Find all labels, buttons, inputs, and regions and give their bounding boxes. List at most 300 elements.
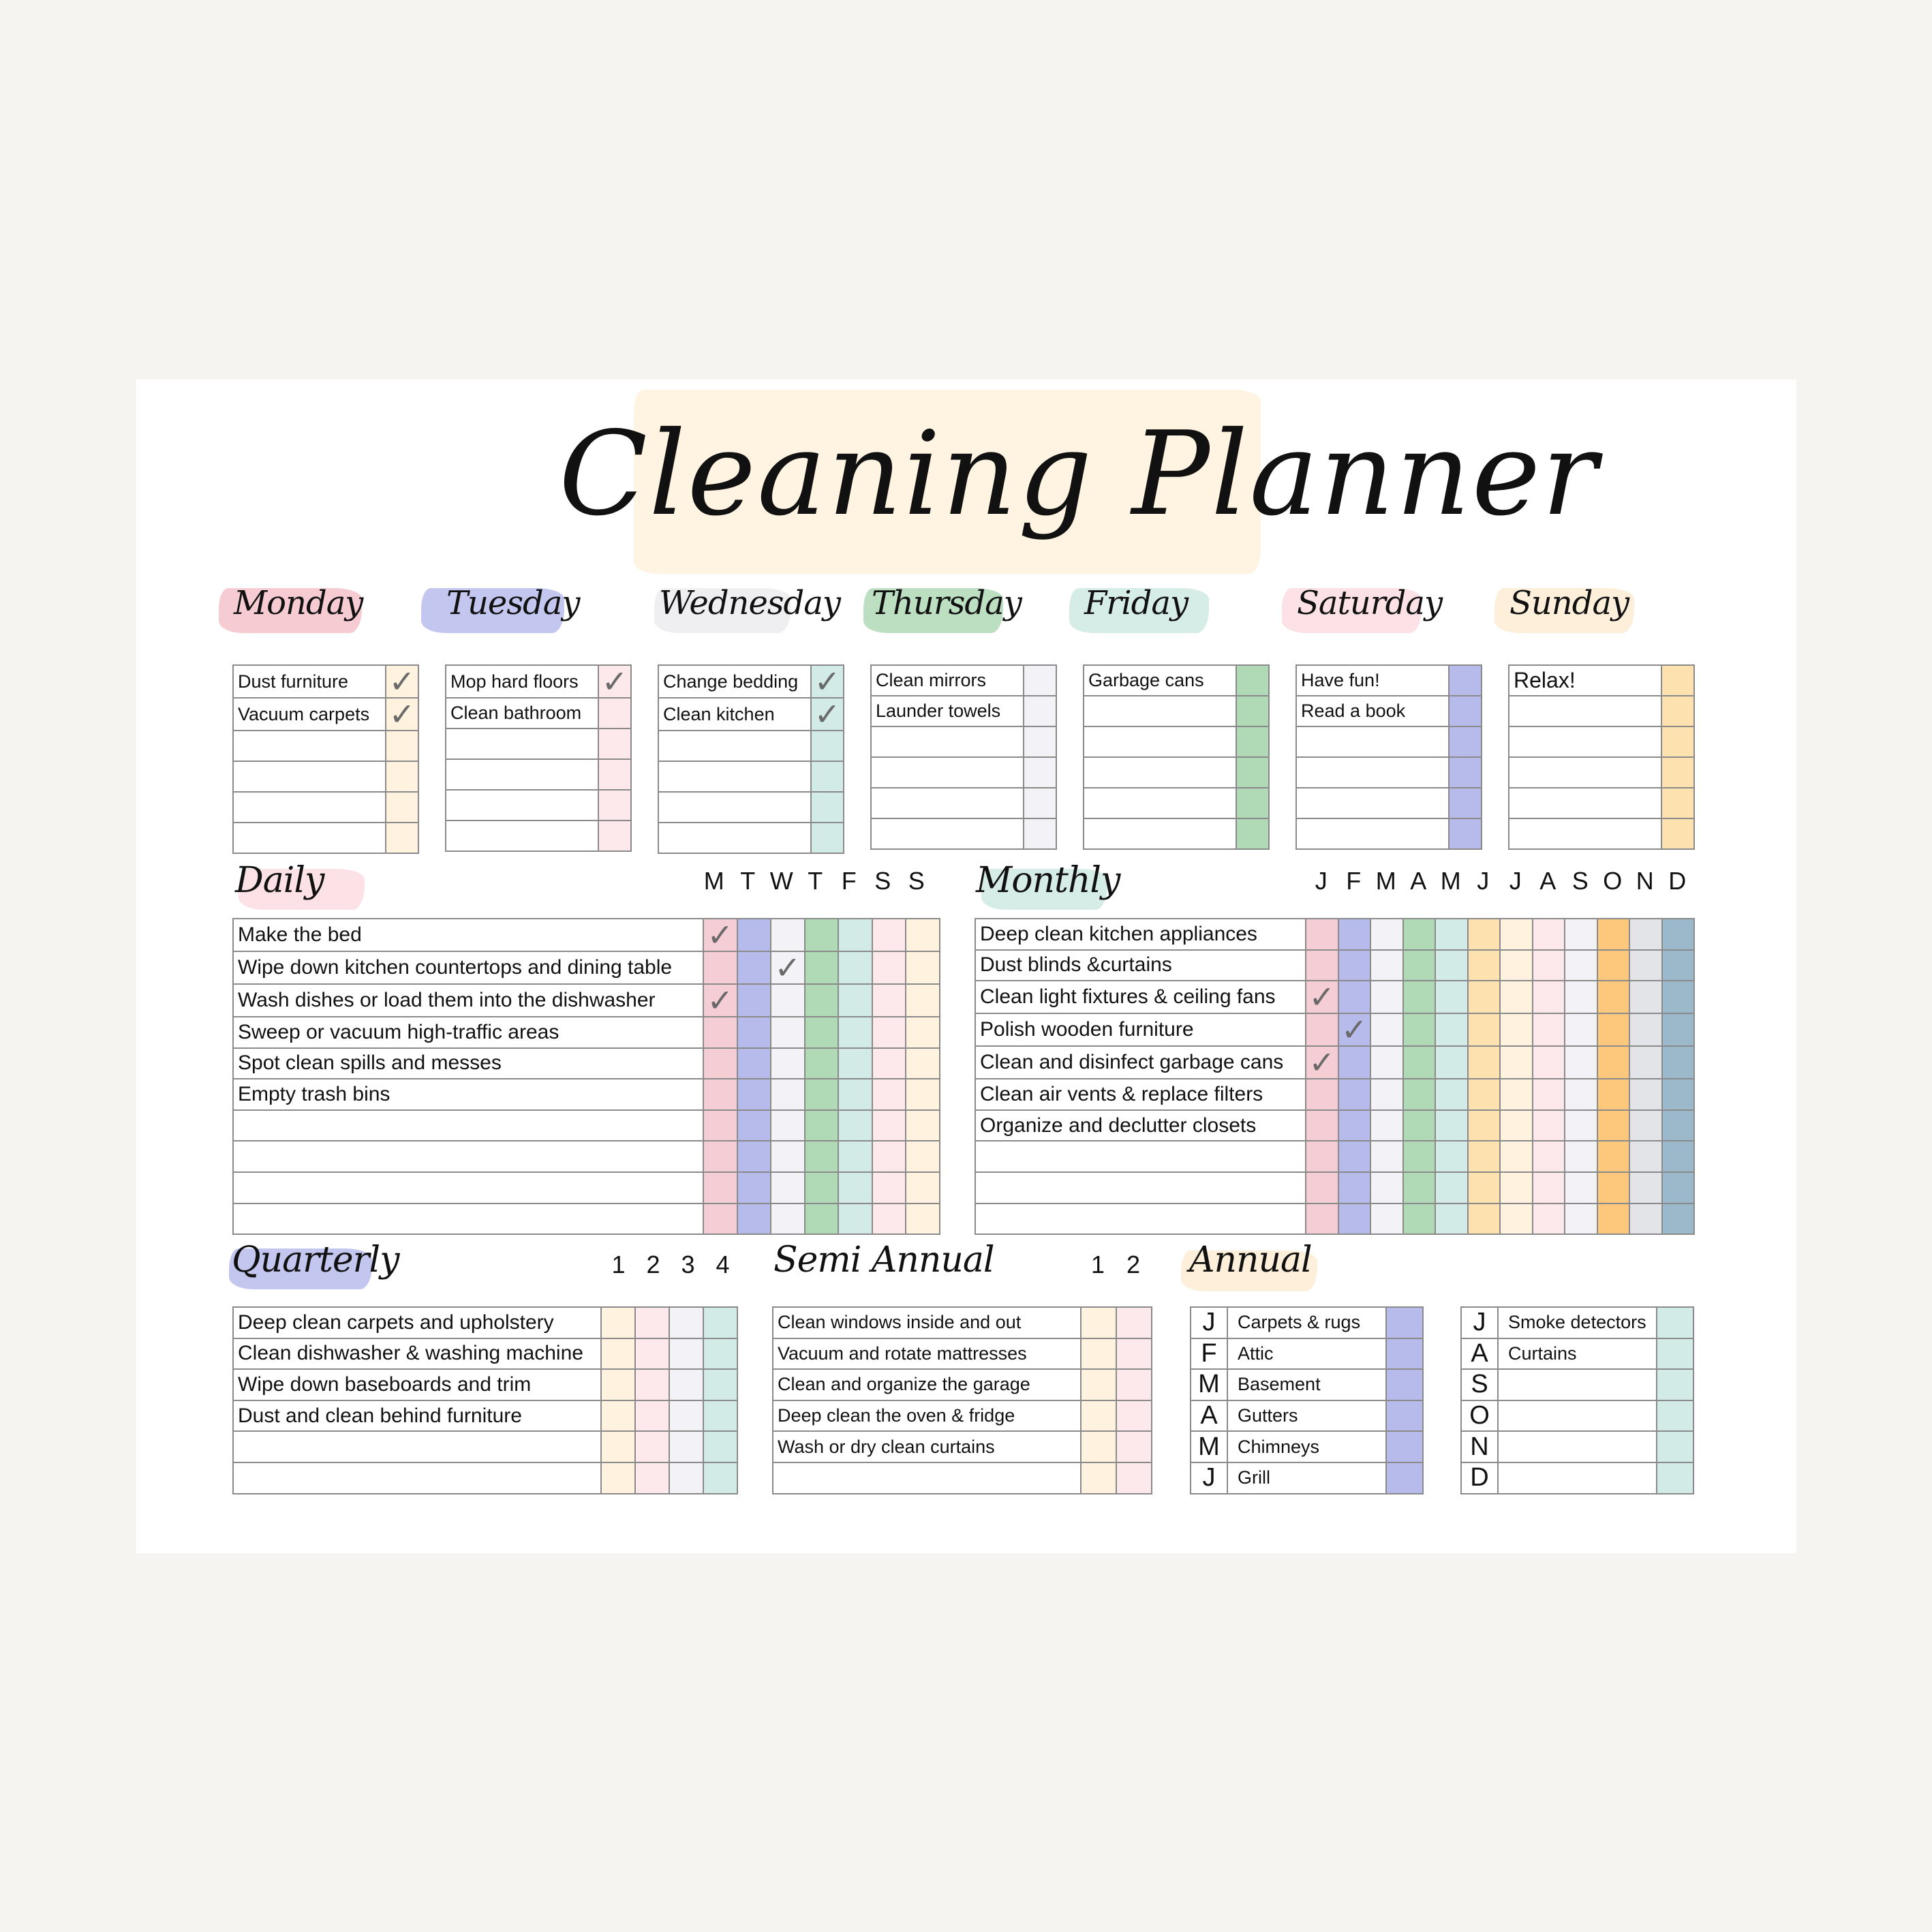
daily-checkbox[interactable] — [906, 1017, 940, 1048]
monthly-checkbox[interactable] — [1533, 1110, 1565, 1141]
monthly-checkbox[interactable] — [1565, 919, 1597, 950]
monthly-checkbox[interactable] — [1435, 1203, 1468, 1235]
daily-checkbox[interactable] — [771, 1079, 805, 1110]
weekday-checkbox[interactable] — [1449, 665, 1482, 696]
monthly-checkbox[interactable] — [1435, 1013, 1468, 1046]
monthly-checkbox[interactable] — [1370, 1013, 1403, 1046]
monthly-checkbox[interactable] — [1468, 919, 1501, 950]
weekday-checkbox[interactable] — [811, 761, 844, 792]
monthly-checkbox[interactable] — [1370, 950, 1403, 981]
monthly-checkbox[interactable] — [1370, 1079, 1403, 1110]
monthly-checkbox[interactable] — [1403, 1079, 1436, 1110]
weekday-checkbox[interactable] — [598, 790, 631, 821]
quarterly-checkbox[interactable] — [669, 1369, 703, 1400]
daily-checkbox[interactable] — [906, 1079, 940, 1110]
daily-checkbox[interactable] — [805, 951, 839, 984]
weekday-checkbox[interactable] — [598, 698, 631, 729]
daily-checkbox[interactable] — [703, 1203, 737, 1235]
daily-checkbox[interactable] — [805, 1048, 839, 1079]
monthly-checkbox[interactable] — [1403, 950, 1436, 981]
daily-checkbox[interactable] — [737, 951, 771, 984]
monthly-checkbox[interactable] — [1403, 919, 1436, 950]
monthly-checkbox[interactable] — [1533, 1172, 1565, 1203]
monthly-checkbox[interactable] — [1370, 1172, 1403, 1203]
monthly-checkbox[interactable] — [1370, 981, 1403, 1013]
daily-checkbox[interactable] — [872, 1203, 906, 1235]
monthly-checkbox[interactable] — [1306, 1110, 1338, 1141]
monthly-checkbox[interactable] — [1403, 1013, 1436, 1046]
semi-annual-checkbox[interactable] — [1116, 1462, 1152, 1494]
semi-annual-checkbox[interactable] — [1116, 1307, 1152, 1338]
monthly-checkbox[interactable] — [1306, 1013, 1338, 1046]
monthly-checkbox[interactable] — [1597, 981, 1630, 1013]
daily-checkbox[interactable] — [771, 1110, 805, 1141]
daily-checkbox[interactable] — [872, 1048, 906, 1079]
daily-checkbox[interactable] — [737, 1017, 771, 1048]
monthly-task-row — [975, 950, 1694, 981]
monthly-checkbox[interactable] — [1533, 981, 1565, 1013]
monthly-checkbox[interactable] — [1435, 919, 1468, 950]
daily-checkbox[interactable] — [703, 951, 737, 984]
monthly-checkbox[interactable] — [1338, 1013, 1371, 1046]
weekday-task-text: Relax! — [1509, 665, 1661, 696]
monthly-checkbox[interactable] — [1370, 1203, 1403, 1235]
monthly-checkbox[interactable] — [1565, 950, 1597, 981]
monthly-checkbox[interactable] — [1597, 919, 1630, 950]
daily-checkbox[interactable] — [872, 1110, 906, 1141]
weekday-checkbox[interactable] — [598, 729, 631, 759]
weekday-checkbox[interactable] — [811, 665, 844, 698]
monthly-checkbox[interactable] — [1500, 1079, 1533, 1110]
daily-checkbox[interactable] — [703, 1141, 737, 1172]
annual-checkbox[interactable] — [1386, 1307, 1423, 1338]
daily-checkbox[interactable] — [906, 1172, 940, 1203]
semi-annual-checkbox[interactable] — [1081, 1369, 1116, 1400]
weekday-checkbox[interactable] — [386, 823, 418, 853]
monthly-checkbox[interactable] — [1629, 981, 1662, 1013]
monthly-checkbox[interactable] — [1500, 1046, 1533, 1079]
monthly-checkbox[interactable] — [1435, 1110, 1468, 1141]
daily-checkbox[interactable] — [737, 1079, 771, 1110]
monthly-checkbox[interactable] — [1565, 1079, 1597, 1110]
daily-checkbox[interactable] — [771, 1048, 805, 1079]
monthly-checkbox[interactable] — [1338, 1141, 1371, 1172]
monthly-checkbox[interactable] — [1370, 1046, 1403, 1079]
weekday-checkbox[interactable] — [1449, 726, 1482, 757]
quarterly-checkbox[interactable] — [703, 1400, 737, 1432]
annual-checkbox[interactable] — [1386, 1369, 1423, 1400]
annual-checkbox[interactable] — [1657, 1431, 1693, 1462]
monthly-checkbox[interactable] — [1565, 1013, 1597, 1046]
daily-checkbox[interactable] — [872, 1017, 906, 1048]
monthly-checkbox[interactable] — [1468, 950, 1501, 981]
daily-checkbox[interactable] — [703, 1079, 737, 1110]
weekday-checkbox[interactable] — [811, 731, 844, 761]
quarterly-checkbox[interactable] — [635, 1338, 669, 1370]
weekday-checkbox[interactable] — [1449, 757, 1482, 788]
weekday-checkbox[interactable] — [386, 731, 418, 761]
daily-checkbox[interactable] — [805, 984, 839, 1017]
weekday-checkbox[interactable] — [1449, 788, 1482, 818]
weekday-checkbox[interactable] — [1024, 788, 1056, 818]
weekday-task-row — [871, 818, 1056, 849]
annual-task-text: Grill — [1227, 1462, 1386, 1494]
monthly-checkbox[interactable] — [1629, 1203, 1662, 1235]
monthly-checkbox[interactable] — [1306, 919, 1338, 950]
monthly-checkbox[interactable] — [1662, 1141, 1695, 1172]
monthly-checkbox[interactable] — [1435, 981, 1468, 1013]
monthly-checkbox[interactable] — [1468, 1110, 1501, 1141]
weekday-checkbox[interactable] — [1024, 696, 1056, 726]
quarterly-checkbox[interactable] — [703, 1338, 737, 1370]
monthly-checkbox[interactable] — [1468, 1046, 1501, 1079]
quarterly-checkbox[interactable] — [601, 1338, 635, 1370]
monthly-checkbox[interactable] — [1338, 950, 1371, 981]
daily-checkbox[interactable] — [805, 1172, 839, 1203]
annual-checkbox[interactable] — [1657, 1462, 1693, 1494]
quarterly-checkbox[interactable] — [703, 1431, 737, 1462]
monthly-checkbox[interactable] — [1662, 1110, 1695, 1141]
daily-checkbox[interactable] — [838, 1172, 872, 1203]
monthly-checkbox[interactable] — [1468, 1079, 1501, 1110]
monthly-checkbox[interactable] — [1565, 1172, 1597, 1203]
weekday-checkbox[interactable] — [1236, 757, 1269, 788]
semi-annual-checkbox[interactable] — [1081, 1338, 1116, 1370]
monthly-checkbox[interactable] — [1500, 1013, 1533, 1046]
weekday-checkbox[interactable] — [1024, 726, 1056, 757]
monthly-checkbox[interactable] — [1597, 1013, 1630, 1046]
daily-checkbox[interactable] — [906, 951, 940, 984]
monthly-checkbox[interactable] — [1403, 1172, 1436, 1203]
annual-checkbox[interactable] — [1386, 1462, 1423, 1494]
daily-checkbox[interactable] — [771, 1172, 805, 1203]
monthly-checkbox[interactable] — [1370, 1110, 1403, 1141]
daily-checkbox[interactable] — [838, 1203, 872, 1235]
annual-checkbox[interactable] — [1657, 1307, 1693, 1338]
quarterly-checkbox[interactable] — [703, 1369, 737, 1400]
monthly-checkbox[interactable] — [1403, 1110, 1436, 1141]
monthly-checkbox[interactable] — [1597, 1203, 1630, 1235]
quarterly-checkbox[interactable] — [601, 1400, 635, 1432]
annual-checkbox[interactable] — [1386, 1431, 1423, 1462]
semi-annual-checkbox[interactable] — [1116, 1400, 1152, 1432]
monthly-checkbox[interactable] — [1565, 1141, 1597, 1172]
weekday-checkbox[interactable] — [386, 792, 418, 823]
weekday-checkbox[interactable] — [1661, 696, 1694, 726]
monthly-checkbox[interactable] — [1338, 1172, 1371, 1203]
monthly-checkbox[interactable] — [1533, 950, 1565, 981]
monthly-checkbox[interactable] — [1597, 1079, 1630, 1110]
weekday-checkbox[interactable] — [598, 759, 631, 790]
annual-checkbox[interactable] — [1657, 1369, 1693, 1400]
daily-checkbox[interactable] — [872, 1079, 906, 1110]
daily-checkbox[interactable] — [737, 1048, 771, 1079]
daily-checkbox[interactable] — [872, 1172, 906, 1203]
monthly-checkbox[interactable] — [1403, 1046, 1436, 1079]
annual-checkbox[interactable] — [1386, 1338, 1423, 1370]
monthly-checkbox[interactable] — [1533, 1013, 1565, 1046]
daily-checkbox[interactable] — [872, 919, 906, 951]
daily-checkbox[interactable] — [737, 1172, 771, 1203]
daily-checkbox[interactable] — [805, 1203, 839, 1235]
semi-annual-checkbox[interactable] — [1081, 1431, 1116, 1462]
daily-checkbox[interactable] — [703, 1048, 737, 1079]
monthly-checkbox[interactable] — [1500, 1172, 1533, 1203]
daily-checkbox[interactable] — [838, 1110, 872, 1141]
daily-checkbox[interactable] — [906, 1141, 940, 1172]
monthly-checkbox[interactable] — [1597, 950, 1630, 981]
daily-checkbox[interactable] — [906, 984, 940, 1017]
weekday-checkbox[interactable] — [386, 761, 418, 792]
monthly-checkbox[interactable] — [1338, 1046, 1371, 1079]
monthly-checkbox[interactable] — [1662, 1013, 1695, 1046]
monthly-checkbox[interactable] — [1629, 950, 1662, 981]
daily-checkbox[interactable] — [771, 1203, 805, 1235]
monthly-checkbox[interactable] — [1338, 1203, 1371, 1235]
monthly-checkbox[interactable] — [1500, 981, 1533, 1013]
weekday-checkbox[interactable] — [811, 698, 844, 731]
monthly-checkbox[interactable] — [1435, 1141, 1468, 1172]
monthly-checkbox[interactable] — [1403, 981, 1436, 1013]
monthly-checkbox[interactable] — [1597, 1172, 1630, 1203]
monthly-checkbox[interactable] — [1629, 1110, 1662, 1141]
weekday-checkbox[interactable] — [598, 665, 631, 698]
quarterly-checkbox[interactable] — [635, 1369, 669, 1400]
monthly-checkbox[interactable] — [1662, 1172, 1695, 1203]
daily-checkbox[interactable] — [838, 1017, 872, 1048]
monthly-checkbox[interactable] — [1500, 1110, 1533, 1141]
monthly-checkbox[interactable] — [1338, 919, 1371, 950]
daily-checkbox[interactable] — [771, 984, 805, 1017]
daily-checkbox[interactable] — [872, 951, 906, 984]
quarterly-checkbox[interactable] — [669, 1338, 703, 1370]
monthly-checkbox[interactable] — [1468, 1141, 1501, 1172]
weekday-checkbox[interactable] — [1236, 818, 1269, 849]
quarterly-checkbox[interactable] — [601, 1431, 635, 1462]
daily-checkbox[interactable] — [737, 984, 771, 1017]
monthly-checkbox[interactable] — [1435, 1172, 1468, 1203]
quarterly-checkbox[interactable] — [703, 1307, 737, 1338]
weekday-checkbox[interactable] — [811, 823, 844, 853]
weekday-task-row — [1296, 696, 1482, 726]
monthly-checkbox[interactable] — [1662, 981, 1695, 1013]
semi-annual-task-row — [773, 1307, 1152, 1338]
weekday-checkbox[interactable] — [1661, 788, 1694, 818]
daily-checkbox[interactable] — [805, 1017, 839, 1048]
monthly-checkbox[interactable] — [1500, 950, 1533, 981]
weekday-checkbox[interactable] — [386, 665, 418, 698]
monthly-checkbox[interactable] — [1629, 1046, 1662, 1079]
daily-checkbox[interactable] — [771, 1141, 805, 1172]
monthly-checkbox[interactable] — [1662, 919, 1695, 950]
weekday-checkbox[interactable] — [1236, 665, 1269, 696]
daily-checkbox[interactable] — [771, 919, 805, 951]
monthly-checkbox[interactable] — [1435, 1046, 1468, 1079]
weekday-checkbox[interactable] — [1024, 757, 1056, 788]
weekday-checkbox[interactable] — [1236, 696, 1269, 726]
weekday-task-text: Garbage cans — [1084, 665, 1236, 696]
weekday-checkbox[interactable] — [1024, 665, 1056, 696]
daily-checkbox[interactable] — [872, 984, 906, 1017]
monthly-checkbox[interactable] — [1629, 1141, 1662, 1172]
semi-annual-checkbox[interactable] — [1116, 1369, 1152, 1400]
weekday-task-text — [1084, 788, 1236, 818]
weekday-checkbox[interactable] — [1024, 818, 1056, 849]
monthly-checkbox[interactable] — [1306, 1172, 1338, 1203]
weekday-checkbox[interactable] — [1449, 696, 1482, 726]
daily-checkbox[interactable] — [703, 919, 737, 951]
monthly-checkbox[interactable] — [1629, 1172, 1662, 1203]
weekday-task-row — [1084, 818, 1269, 849]
quarterly-checkbox[interactable] — [601, 1462, 635, 1494]
daily-checkbox[interactable] — [838, 951, 872, 984]
monthly-checkbox[interactable] — [1662, 1079, 1695, 1110]
weekday-task-text — [233, 823, 386, 853]
annual-checkbox[interactable] — [1386, 1400, 1423, 1432]
quarterly-checkbox[interactable] — [669, 1431, 703, 1462]
weekday-checkbox[interactable] — [811, 792, 844, 823]
monthly-checkbox[interactable] — [1468, 981, 1501, 1013]
monthly-checkbox[interactable] — [1468, 1013, 1501, 1046]
monthly-checkbox[interactable] — [1533, 919, 1565, 950]
daily-checkbox[interactable] — [805, 1110, 839, 1141]
annual-checkbox[interactable] — [1657, 1338, 1693, 1370]
daily-checkbox[interactable] — [771, 1017, 805, 1048]
daily-column-label: W — [769, 867, 793, 895]
monthly-checkbox[interactable] — [1662, 950, 1695, 981]
daily-checkbox[interactable] — [906, 1110, 940, 1141]
quarterly-checkbox[interactable] — [635, 1462, 669, 1494]
monthly-checkbox[interactable] — [1500, 919, 1533, 950]
monthly-checkbox[interactable] — [1338, 1079, 1371, 1110]
quarterly-checkbox[interactable] — [669, 1400, 703, 1432]
quarterly-task-text — [233, 1462, 601, 1494]
monthly-checkbox[interactable] — [1565, 1203, 1597, 1235]
daily-task-row — [233, 1141, 940, 1172]
daily-checkbox[interactable] — [838, 984, 872, 1017]
daily-checkbox[interactable] — [906, 1203, 940, 1235]
quarterly-checkbox[interactable] — [635, 1431, 669, 1462]
monthly-checkbox[interactable] — [1370, 919, 1403, 950]
daily-checkbox[interactable] — [771, 951, 805, 984]
annual-task-row — [1461, 1307, 1693, 1338]
weekday-checkbox[interactable] — [386, 698, 418, 731]
weekday-checkbox[interactable] — [1236, 788, 1269, 818]
monthly-checkbox[interactable] — [1565, 981, 1597, 1013]
monthly-checkbox[interactable] — [1306, 1141, 1338, 1172]
weekday-task-text — [871, 726, 1024, 757]
monthly-checkbox[interactable] — [1306, 950, 1338, 981]
semi-annual-checkbox[interactable] — [1081, 1400, 1116, 1432]
weekday-heading-thursday: Thursday — [872, 584, 1022, 622]
monthly-task-row — [975, 1172, 1694, 1203]
weekday-task-text — [871, 757, 1024, 788]
monthly-checkbox[interactable] — [1403, 1141, 1436, 1172]
monthly-checkbox[interactable] — [1338, 981, 1371, 1013]
monthly-checkbox[interactable] — [1370, 1141, 1403, 1172]
daily-checkbox[interactable] — [838, 1141, 872, 1172]
quarterly-checkbox[interactable] — [601, 1307, 635, 1338]
semi-annual-checkbox[interactable] — [1081, 1307, 1116, 1338]
daily-checkbox[interactable] — [703, 1110, 737, 1141]
quarterly-checkbox[interactable] — [635, 1307, 669, 1338]
daily-checkbox[interactable] — [805, 919, 839, 951]
monthly-checkbox[interactable] — [1629, 1013, 1662, 1046]
weekday-checkbox[interactable] — [1661, 665, 1694, 696]
monthly-checkbox[interactable] — [1500, 1203, 1533, 1235]
monthly-checkbox[interactable] — [1565, 1046, 1597, 1079]
daily-checkbox[interactable] — [737, 1203, 771, 1235]
monthly-checkbox[interactable] — [1533, 1203, 1565, 1235]
weekday-checkbox[interactable] — [1661, 757, 1694, 788]
quarterly-checkbox[interactable] — [635, 1400, 669, 1432]
daily-checkbox[interactable] — [838, 1079, 872, 1110]
quarterly-checkbox[interactable] — [669, 1307, 703, 1338]
monthly-checkbox[interactable] — [1306, 981, 1338, 1013]
monthly-checkbox[interactable] — [1338, 1110, 1371, 1141]
weekday-checkbox[interactable] — [1236, 726, 1269, 757]
monthly-checkbox[interactable] — [1468, 1172, 1501, 1203]
monthly-checkbox[interactable] — [1306, 1203, 1338, 1235]
daily-checkbox[interactable] — [872, 1141, 906, 1172]
daily-checkbox[interactable] — [838, 919, 872, 951]
daily-checkbox[interactable] — [906, 919, 940, 951]
quarterly-checkbox[interactable] — [669, 1462, 703, 1494]
daily-checkbox[interactable] — [703, 984, 737, 1017]
monthly-checkbox[interactable] — [1306, 1046, 1338, 1079]
monthly-checkbox[interactable] — [1500, 1141, 1533, 1172]
monthly-checkbox[interactable] — [1435, 1079, 1468, 1110]
daily-checkbox[interactable] — [737, 919, 771, 951]
annual-checkbox[interactable] — [1657, 1400, 1693, 1432]
daily-checkbox[interactable] — [703, 1172, 737, 1203]
monthly-column-label: A — [1539, 867, 1557, 895]
semi-annual-checkbox[interactable] — [1081, 1462, 1116, 1494]
quarterly-checkbox[interactable] — [703, 1462, 737, 1494]
semi-annual-checkbox[interactable] — [1116, 1338, 1152, 1370]
semi-annual-checkbox[interactable] — [1116, 1431, 1152, 1462]
monthly-checkbox[interactable] — [1662, 1203, 1695, 1235]
daily-checkbox[interactable] — [737, 1110, 771, 1141]
monthly-checkbox[interactable] — [1468, 1203, 1501, 1235]
weekday-checkbox[interactable] — [598, 821, 631, 851]
monthly-checkbox[interactable] — [1597, 1141, 1630, 1172]
monthly-checkbox[interactable] — [1533, 1046, 1565, 1079]
daily-checkbox[interactable] — [737, 1141, 771, 1172]
monthly-checkbox[interactable] — [1597, 1046, 1630, 1079]
daily-checkbox[interactable] — [703, 1017, 737, 1048]
weekday-checkbox[interactable] — [1449, 818, 1482, 849]
monthly-checkbox[interactable] — [1629, 919, 1662, 950]
weekday-task-row — [233, 665, 418, 698]
monthly-checkbox[interactable] — [1662, 1046, 1695, 1079]
weekday-checkbox[interactable] — [1661, 818, 1694, 849]
monthly-checkbox[interactable] — [1629, 1079, 1662, 1110]
monthly-checkbox[interactable] — [1565, 1110, 1597, 1141]
quarterly-checkbox[interactable] — [601, 1369, 635, 1400]
daily-checkbox[interactable] — [838, 1048, 872, 1079]
monthly-checkbox[interactable] — [1306, 1079, 1338, 1110]
monthly-checkbox[interactable] — [1533, 1141, 1565, 1172]
monthly-checkbox[interactable] — [1597, 1110, 1630, 1141]
daily-checkbox[interactable] — [906, 1048, 940, 1079]
monthly-checkbox[interactable] — [1533, 1079, 1565, 1110]
monthly-checkbox[interactable] — [1435, 950, 1468, 981]
daily-checkbox[interactable] — [805, 1141, 839, 1172]
weekday-checkbox[interactable] — [1661, 726, 1694, 757]
daily-checkbox[interactable] — [805, 1079, 839, 1110]
monthly-checkbox[interactable] — [1403, 1203, 1436, 1235]
